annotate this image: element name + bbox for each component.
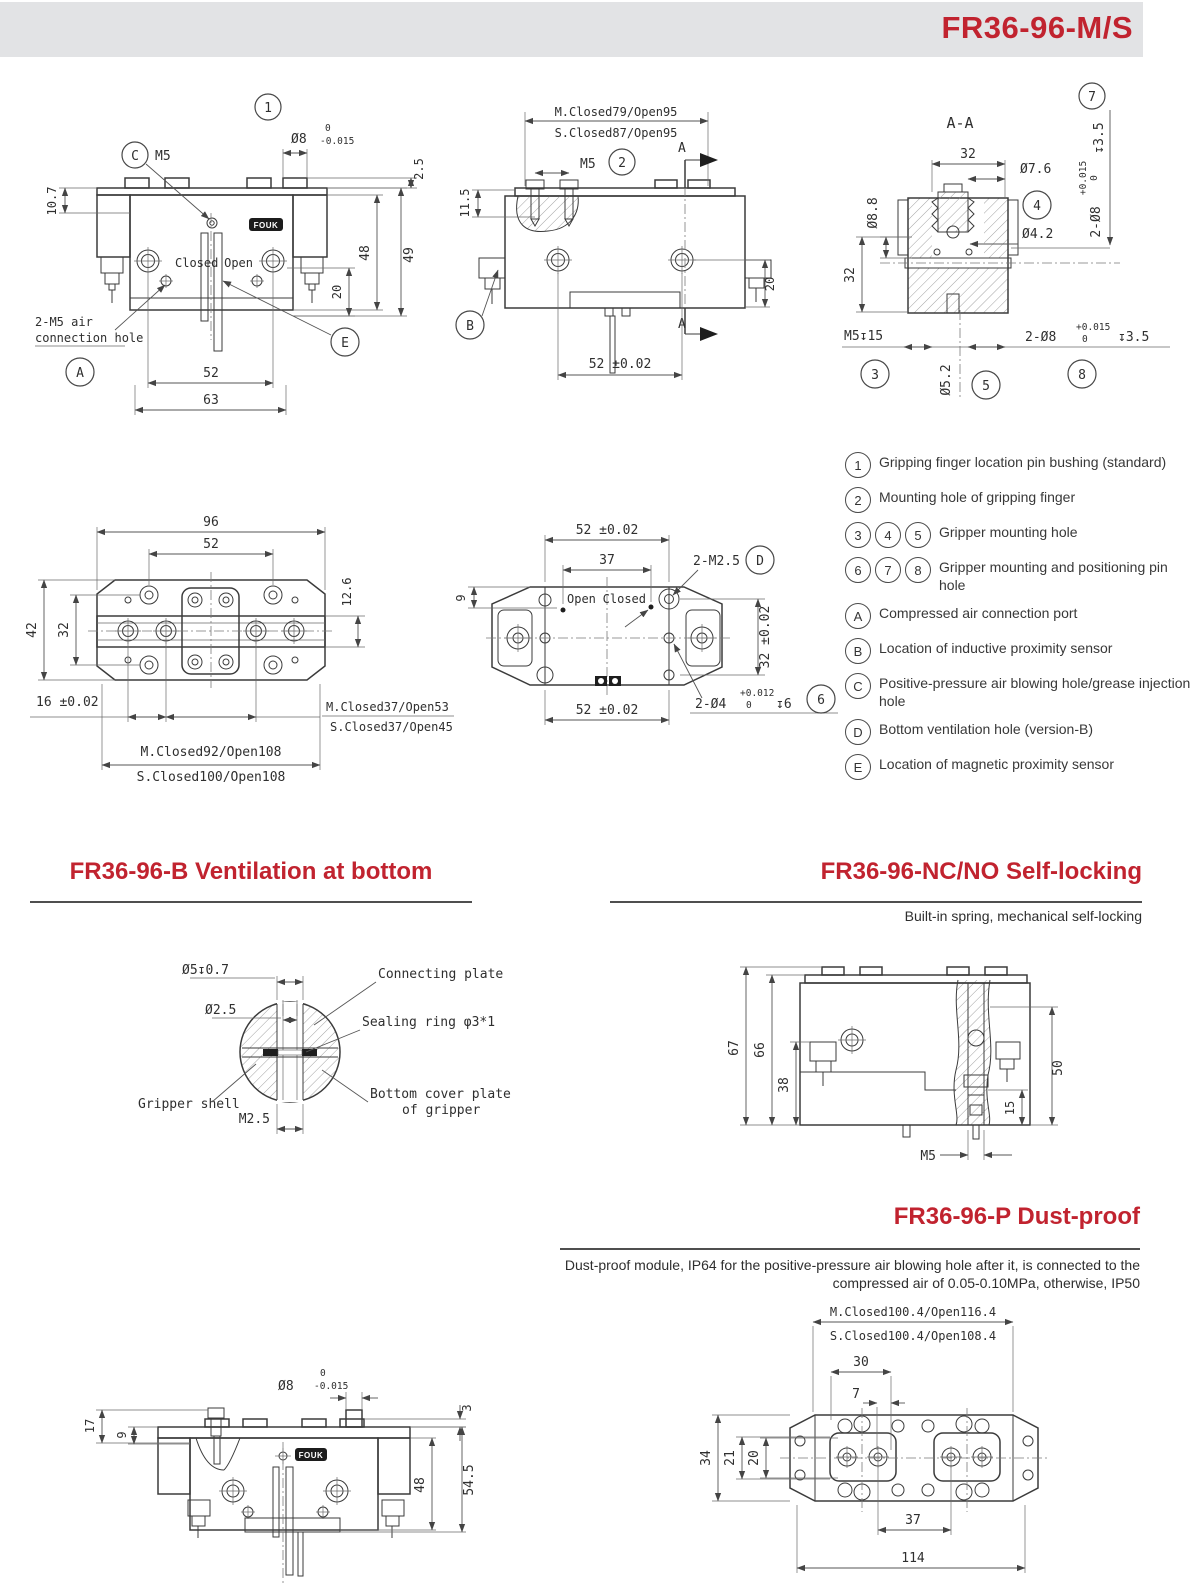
selflocking-subtitle: Built-in spring, mechanical self-locking bbox=[904, 908, 1142, 924]
dim-10-7: 10.7 bbox=[45, 186, 59, 216]
legend-item bbox=[845, 487, 1195, 513]
self-locking-drawing bbox=[700, 920, 1120, 1170]
dim-ms-top-s: S.Closed87/Open95 bbox=[554, 126, 678, 140]
dim-37-db: 37 bbox=[905, 1513, 921, 1528]
ventilation-detail-drawing bbox=[100, 930, 511, 1155]
balloon-2: 2 bbox=[618, 156, 626, 171]
dustfront-dimensions bbox=[83, 1368, 477, 1532]
dim-15: 15 bbox=[1003, 1100, 1017, 1116]
legend-badge: 8 bbox=[905, 557, 931, 583]
dim-42: 42 bbox=[25, 622, 40, 638]
pad-screws bbox=[836, 1446, 993, 1468]
pin-tol-dn: 0 bbox=[746, 700, 752, 711]
dim-2-5: 2.5 bbox=[412, 158, 426, 180]
legend-item bbox=[845, 673, 1195, 710]
closed-label-tv: Closed bbox=[602, 592, 646, 606]
thread-2-m2-5: 2-M2.5 bbox=[693, 554, 740, 569]
dustproof-front-drawing bbox=[40, 1330, 490, 1591]
side-m5-label: M5 bbox=[580, 157, 596, 172]
dim-32-bv: 32 bbox=[57, 622, 72, 638]
dim-11-5: 11.5 bbox=[458, 188, 472, 218]
dim-17: 17 bbox=[83, 1418, 97, 1434]
legend-text: Location of inductive proximity sensor bbox=[879, 640, 1113, 656]
dia8-tol-up: 0 bbox=[325, 123, 331, 134]
overall-dim-m: M.Closed92/Open108 bbox=[140, 745, 282, 760]
balloon-b: B bbox=[466, 319, 474, 334]
dim-52-side: 52 ±0.02 bbox=[588, 357, 652, 372]
dia-2x8-top: 2-Ø8 bbox=[1089, 206, 1104, 238]
dim-ms-p-m: M.Closed100.4/Open116.4 bbox=[829, 1305, 997, 1319]
legend-badge: 6 bbox=[845, 557, 871, 583]
tol-up-bottom: +0.015 bbox=[1076, 322, 1111, 333]
dia8-df-tol-dn: -0.015 bbox=[314, 1381, 349, 1392]
pin-2-dia4: 2-Ø4 bbox=[695, 697, 727, 712]
brand-logo bbox=[249, 218, 283, 231]
bottom-view-drawing bbox=[20, 492, 455, 792]
dim-54-5: 54.5 bbox=[462, 1464, 477, 1496]
connecting-plate-label: Connecting plate bbox=[378, 967, 504, 982]
legend-item bbox=[845, 452, 1195, 478]
ventilation-section-header bbox=[30, 858, 472, 886]
legend-badge: 2 bbox=[845, 487, 871, 513]
balloon-3: 3 bbox=[871, 368, 879, 383]
air-note-line2: connection hole bbox=[35, 331, 144, 345]
front-dimensions bbox=[35, 94, 426, 415]
dim-ms-p-s: S.Closed100.4/Open108.4 bbox=[829, 1329, 997, 1343]
dim-37: 37 bbox=[599, 553, 615, 568]
legend-badge: 5 bbox=[905, 522, 931, 548]
dia2-5: Ø2.5 bbox=[205, 1003, 237, 1018]
dim-32-tv: 32 ±0.02 bbox=[758, 605, 773, 669]
legend-badge: 7 bbox=[875, 557, 901, 583]
legend-item bbox=[845, 603, 1195, 629]
dim-32-top: 32 bbox=[960, 147, 976, 162]
balloon-c: C bbox=[131, 149, 139, 164]
dim-63: 63 bbox=[203, 393, 219, 408]
dustproof-title: FR36-96-P Dust-proof bbox=[893, 1203, 1140, 1230]
tol-up-top: +0.015 bbox=[1078, 160, 1089, 196]
closed-label: Closed bbox=[175, 256, 219, 270]
front-view-drawing bbox=[25, 85, 445, 420]
section-a-bottom: A bbox=[678, 317, 686, 332]
legend-badge: B bbox=[845, 638, 871, 664]
m5-label-sl: M5 bbox=[920, 1149, 936, 1164]
legend-item bbox=[845, 754, 1195, 780]
dia8-tol-dn: -0.015 bbox=[320, 136, 355, 147]
dim-20: 20 bbox=[330, 284, 344, 300]
legend bbox=[845, 452, 1195, 780]
tol-dn-top: 0 bbox=[1089, 175, 1100, 181]
jaw-dim-s: S.Closed37/Open45 bbox=[330, 720, 453, 734]
legend-badge: 1 bbox=[845, 452, 871, 478]
selflocking-section-header bbox=[610, 858, 1142, 886]
legend-badge: 3 bbox=[845, 522, 871, 548]
legend-badge: E bbox=[845, 754, 871, 780]
dia5-depth: Ø5↧0.7 bbox=[182, 963, 229, 978]
depth-3-5-bottom: ↧3.5 bbox=[1118, 330, 1150, 345]
dim-30: 30 bbox=[853, 1355, 869, 1370]
balloon-d: D bbox=[756, 554, 764, 569]
dim-52: 52 bbox=[203, 366, 219, 381]
side-view-drawing bbox=[440, 88, 775, 423]
dim-16: 16 ±0.02 bbox=[36, 695, 99, 710]
dustproof-note: Dust-proof module, IP64 for the positive-pressure air blowing hole after it, is connected to the compressed air of 0.05-0.10MPa, otherwise, IP50 bbox=[564, 1257, 1140, 1292]
overall-dim-s: S.Closed100/Open108 bbox=[136, 770, 286, 785]
legend-badge: A bbox=[845, 603, 871, 629]
dim-50: 50 bbox=[1051, 1060, 1066, 1076]
legend-item bbox=[845, 522, 1195, 548]
ventilation-rule bbox=[30, 901, 472, 903]
bottom-cover-label-2: of gripper bbox=[402, 1103, 481, 1118]
open-label-tv: Open bbox=[567, 592, 596, 606]
dim-48: 48 bbox=[358, 245, 373, 261]
pin-depth: ↧6 bbox=[776, 697, 792, 712]
balloon-5: 5 bbox=[982, 379, 990, 394]
dia-5-2: Ø5.2 bbox=[939, 364, 954, 396]
page-title: FR36-96-M/S bbox=[941, 10, 1133, 45]
legend-text: Compressed air connection port bbox=[879, 605, 1078, 621]
section-title: A-A bbox=[946, 114, 974, 132]
depth-3-5-top: ↧3.5 bbox=[1092, 122, 1107, 154]
legend-badge: D bbox=[845, 719, 871, 745]
balloon-e: E bbox=[341, 336, 349, 351]
dustfront-body bbox=[158, 1408, 410, 1585]
dim-9-tv: 9 bbox=[454, 594, 468, 602]
dim-20-db: 20 bbox=[747, 1450, 762, 1466]
dia-2x8-bottom: 2-Ø8 bbox=[1025, 330, 1057, 345]
dia-4-2: Ø4.2 bbox=[1022, 227, 1054, 242]
balloon-a: A bbox=[76, 366, 84, 381]
dia8-df: Ø8 bbox=[278, 1379, 294, 1394]
dustproof-bottom-drawing bbox=[680, 1300, 1160, 1591]
front-m5-label: M5 bbox=[155, 149, 171, 164]
top-view-drawing bbox=[440, 492, 840, 752]
legend-item bbox=[845, 638, 1195, 664]
dia-7-6: Ø7.6 bbox=[1020, 162, 1052, 177]
dustbottom-body bbox=[780, 1408, 1048, 1512]
side-body bbox=[479, 168, 771, 373]
dim-114: 114 bbox=[901, 1551, 925, 1566]
side-dimensions bbox=[456, 105, 777, 380]
dim-66: 66 bbox=[753, 1042, 768, 1058]
balloon-8: 8 bbox=[1078, 368, 1086, 383]
legend-text: Gripping finger location pin bushing (standard) bbox=[879, 454, 1167, 470]
dim-ms-top-m: M.Closed79/Open95 bbox=[554, 105, 678, 119]
legend-text: Positive-pressure air blowing hole/grease injection hole bbox=[879, 675, 1191, 709]
dia8-df-tol-up: 0 bbox=[320, 1368, 326, 1379]
sealing-ring-label: Sealing ring φ3*1 bbox=[362, 1015, 496, 1030]
m2-5-label: M2.5 bbox=[238, 1112, 270, 1127]
ventilation-title: FR36-96-B Ventilation at bottom bbox=[69, 858, 433, 885]
legend-text: Gripper mounting hole bbox=[939, 524, 1078, 540]
header-banner bbox=[0, 2, 1143, 57]
legend-text: Bottom ventilation hole (version-B) bbox=[879, 721, 1093, 737]
legend-text: Mounting hole of gripping finger bbox=[879, 489, 1076, 505]
dim-3: 3 bbox=[460, 1404, 474, 1412]
legend-item bbox=[845, 557, 1195, 594]
tol-dn-bottom: 0 bbox=[1082, 334, 1088, 345]
dim-67: 67 bbox=[727, 1040, 742, 1056]
dim-52-top: 52 ±0.02 bbox=[575, 523, 639, 538]
dim-96: 96 bbox=[203, 515, 219, 530]
dim-20-side: 20 bbox=[763, 276, 777, 292]
balloon-6: 6 bbox=[817, 693, 825, 708]
pin-tol-up: +0.012 bbox=[740, 688, 775, 699]
gripper-shell-label: Gripper shell bbox=[138, 1097, 240, 1112]
dim-34: 34 bbox=[699, 1450, 714, 1466]
dim-48-df: 48 bbox=[413, 1477, 428, 1493]
brand-logo bbox=[295, 1448, 327, 1461]
dim-32-left: 32 bbox=[843, 267, 858, 283]
dim-7: 7 bbox=[852, 1387, 860, 1402]
dustproof-rule bbox=[560, 1248, 1140, 1250]
selflocking-dimensions bbox=[727, 967, 1066, 1164]
selflocking-title: FR36-96-NC/NO Self-locking bbox=[820, 858, 1142, 885]
dustproof-section-header bbox=[560, 1203, 1140, 1231]
dim-12-6: 12.6 bbox=[340, 577, 354, 607]
legend-item bbox=[845, 719, 1195, 745]
section-aa-drawing bbox=[820, 80, 1200, 400]
bottomview-body bbox=[88, 572, 334, 688]
logo-text: FOUK bbox=[253, 221, 279, 230]
legend-text: Location of magnetic proximity sensor bbox=[879, 756, 1114, 772]
legend-badge: C bbox=[845, 673, 871, 699]
section-a-top: A bbox=[678, 141, 686, 156]
balloon-1: 1 bbox=[264, 101, 272, 116]
dia-8-8: Ø8.8 bbox=[866, 197, 881, 229]
selflocking-rule bbox=[610, 901, 1142, 903]
topview-dimensions bbox=[454, 523, 838, 725]
balloon-7: 7 bbox=[1088, 90, 1096, 105]
dim-52-bottom-tv: 52 ±0.02 bbox=[575, 703, 639, 718]
air-note-line1: 2-M5 air bbox=[35, 315, 93, 329]
dim-52-bv: 52 bbox=[203, 537, 219, 552]
jaw-dim-m: M.Closed37/Open53 bbox=[326, 700, 449, 714]
legend-badge: 4 bbox=[875, 522, 901, 548]
selflocking-body bbox=[800, 967, 1030, 1139]
bottom-cover-label-1: Bottom cover plate bbox=[370, 1087, 511, 1102]
dim-38: 38 bbox=[777, 1077, 792, 1093]
m5-depth-15: M5↧15 bbox=[844, 329, 884, 344]
open-label: Open bbox=[224, 256, 253, 270]
dim-9-df: 9 bbox=[115, 1431, 129, 1439]
balloon-4: 4 bbox=[1033, 199, 1041, 214]
dim-49: 49 bbox=[402, 247, 417, 263]
dim-21: 21 bbox=[723, 1450, 738, 1466]
dia8-label: Ø8 bbox=[291, 132, 307, 147]
legend-text: Gripper mounting and positioning pin hole bbox=[939, 559, 1168, 593]
logo-text: FOUK bbox=[298, 1451, 324, 1460]
